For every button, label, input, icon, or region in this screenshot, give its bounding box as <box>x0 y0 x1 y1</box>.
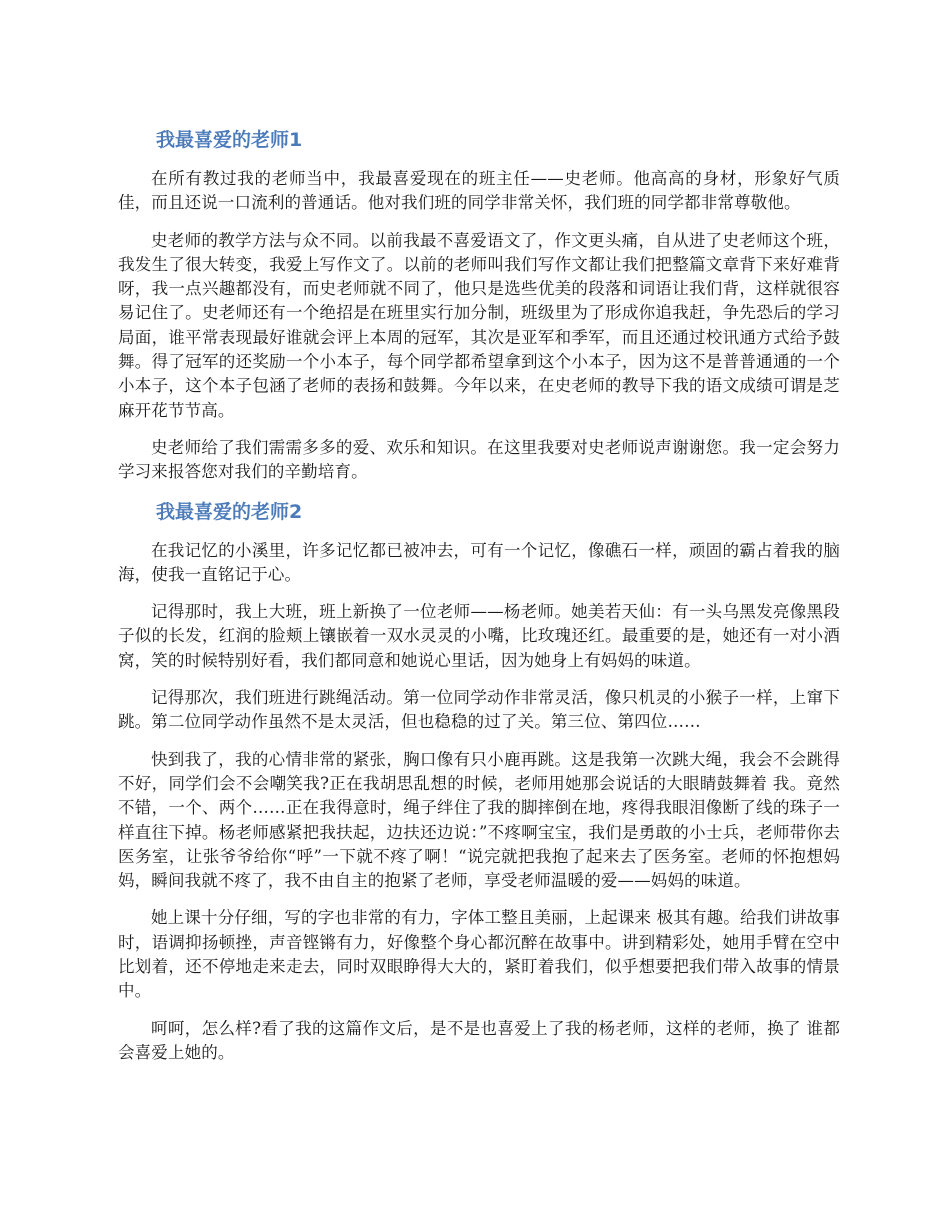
paragraph: 在我记忆的小溪里，许多记忆都已被冲去，可有一个记忆，像礁石一样，顽固的霸占着我的脑海，使我一直铭记于心。 <box>118 540 840 584</box>
paragraph: 呵呵，怎么样?看了我的这篇作文后，是不是也喜爱上了我的杨老师，这样的老师，换了 谁都会喜爱上她的。 <box>118 1018 840 1062</box>
article-title-2: 我最喜爱的老师2 <box>156 500 303 523</box>
document-page <box>118 126 840 1078</box>
paragraph: 在所有教过我的老师当中，我最喜爱现在的班主任——史老师。他高高的身材，形象好气质佳，而且还说一口流利的普通话。他对我们班的同学非常关怀，我们班的同学都非常尊敬他。 <box>118 169 840 213</box>
paragraph: 史老师给了我们需需多多的爱、欢乐和知识。在这里我要对史老师说声谢谢您。我一定会努力学习来报答您对我们的辛勤培育。 <box>118 437 840 482</box>
paragraph: 记得那时，我上大班，班上新换了一位老师——杨老师。她美若天仙：有一头乌黑发亮像黑段子似的长发，红润的脸颊上镶嵌着一双水灵灵的小嘴，比玫瑰还红。最重要的是，她还有一对小酒窝，笑的时候特别好看，我们都同意和她说心里话，因为她身上有妈妈的味道。 <box>118 602 840 670</box>
paragraph: 记得那次，我们班进行跳绳活动。第一位同学动作非常灵活，像只机灵的小猴子一样，上窜下跳。第二位同学动作虽然不是太灵活，但也稳稳的过了关。第三位、第四位…… <box>118 688 840 732</box>
paragraph: 她上课十分仔细，写的字也非常的有力，字体工整且美丽，上起课来 极其有趣。给我们讲故事时，语调抑扬顿挫，声音铿锵有力，好像整个身心都沉醉在故事中。讲到精彩处，她用手臂在空中比划着，还不停地走来走去，同时双眼睁得大大的，紧盯着我们，似乎想要把我们带入故事的情景中。 <box>118 908 840 1001</box>
paragraph: 快到我了，我的心情非常的紧张，胸口像有只小鹿再跳。这是我第一次跳大绳，我会不会跳得不好，同学们会不会嘲笑我?正在我胡思乱想的时候，老师用她那会说话的大眼睛鼓舞着 我。竟然不错，一个、两个……正在我得意时，绳子绊住了我的脚摔倒在地，疼得我眼泪像断了线的珠子一样直往下掉。杨老师感紧把我扶起，边扶还边说：”不疼啊宝宝，我们是勇敢的小士兵，老师带你去医务室，让张爷爷给你“呼”一下就不疼了啊！“说完就把我抱了起来去了医务室。老师的怀抱想妈妈，瞬间我就不疼了，我不由自主的抱紧了老师，享受老师温暖的爱——妈妈的味道。 <box>118 749 840 891</box>
paragraph: 史老师的教学方法与众不同。以前我最不喜爱语文了，作文更头痛，自从进了史老师这个班，我发生了很大转变，我爱上写作文了。以前的老师叫我们写作文都让我们把整篇文章背下来好难背呀，我一点兴趣都没有，而史老师就不同了，他只是选些优美的段落和词语让我们背，这样就很容易记住了。史老师还有一个绝招是在班里实行加分制，班级里为了形成你追我赶，争先恐后的学习局面，谁平常表现最好谁就会评上本周的冠军，其次是亚军和季军，而且还通过校讯通方式给予鼓舞。得了冠军的还奖励一个小本子，每个同学都希望拿到这个小本子，因为这不是普普通通的一个小本子，这个本子包涵了老师的表扬和鼓舞。今年以来，在史老师的教导下我的语文成绩可谓是芝麻开花节节高。 <box>118 230 840 420</box>
article-title-1: 我最喜爱的老师1 <box>156 129 303 151</box>
